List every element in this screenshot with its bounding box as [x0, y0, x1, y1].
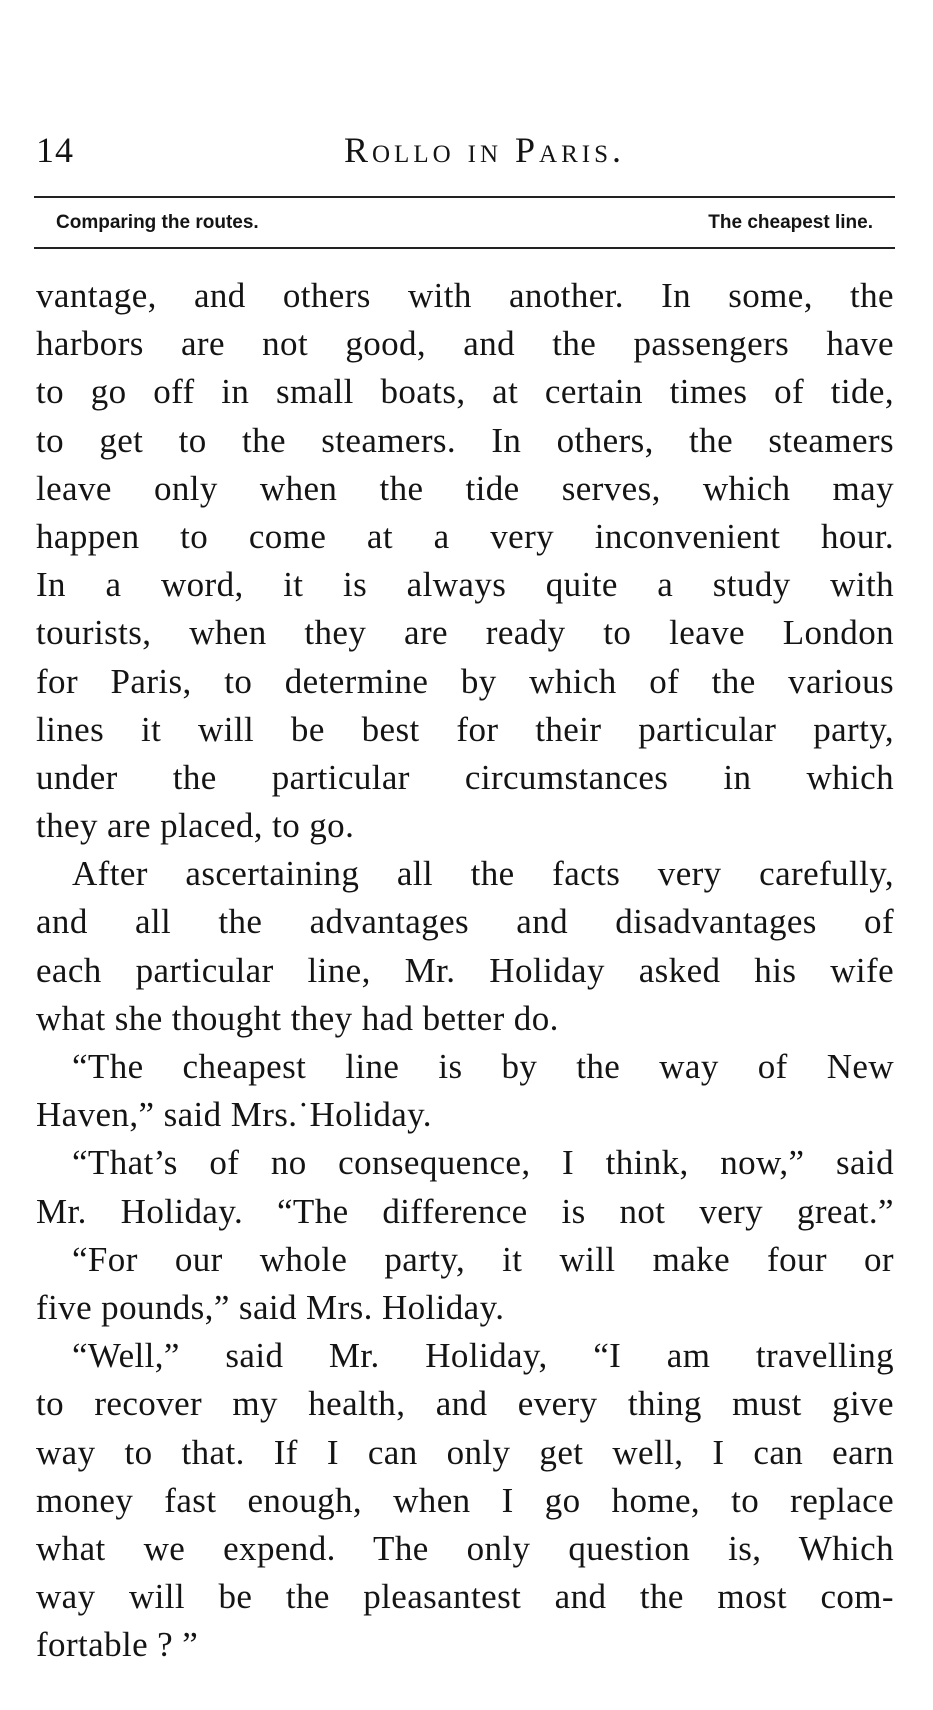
right-subhead: The cheapest line. [708, 212, 873, 233]
left-subhead: Comparing the routes. [56, 212, 259, 233]
text-line: lines it will be best for their particular party, [36, 709, 894, 749]
text-line: five pounds,” said Mrs. Holiday. [36, 1287, 505, 1327]
text-line: what we expend. The only question is, Which [36, 1528, 894, 1568]
text-line: In a word, it is always quite a study with [36, 565, 894, 605]
page-header [36, 128, 893, 172]
text-line: way will be the pleasantest and the most com- [36, 1577, 894, 1617]
text-line: each particular line, Mr. Holiday asked his wife [36, 950, 894, 990]
text-line: under the particular circumstances in which [36, 757, 894, 797]
text-line: for Paris, to determine by which of the various [36, 661, 894, 701]
text-line: vantage, and others with another. In some, the [36, 276, 894, 315]
text-line: to recover my health, and every thing must give [36, 1384, 894, 1424]
text-line: fortable ? ” [36, 1625, 199, 1665]
text-line: tourists, when they are ready to leave London [36, 613, 894, 653]
header-rule-top [34, 196, 895, 198]
text-line: “For our whole party, it will make four or [72, 1239, 894, 1279]
text-line: happen to come at a very inconvenient hour. [36, 516, 894, 556]
text-line: “That’s of no consequence, I think, now,” said [72, 1143, 894, 1183]
text-line: money fast enough, when I go home, to replace [36, 1480, 894, 1520]
header-rule-bottom [34, 247, 895, 249]
text-line: Haven,” said Mrs.˙Holiday. [36, 1095, 432, 1135]
text-line: “The cheapest line is by the way of New [72, 1047, 894, 1086]
text-line: leave only when the tide serves, which may [36, 468, 894, 508]
running-title: Rollo in Paris. [343, 130, 626, 170]
text-line: way to that. If I can only get well, I can earn [36, 1432, 894, 1472]
text-line: After ascertaining all the facts very carefully, [72, 854, 894, 894]
text-line: and all the advantages and disadvantages of [36, 902, 894, 942]
text-line: “Well,” said Mr. Holiday, “I am travelling [72, 1336, 894, 1376]
marginal-subheads [56, 208, 873, 238]
body-text [36, 272, 894, 1669]
text-line: they are placed, to go. [36, 806, 355, 846]
text-line: harbors are not good, and the passengers have [36, 324, 894, 364]
page-number: 14 [36, 130, 74, 170]
text-line: what she thought they had better do. [36, 998, 559, 1038]
text-line: Mr. Holiday. “The difference is not very great.” [36, 1191, 894, 1231]
text-line: to go off in small boats, at certain times of tide, [36, 372, 894, 412]
text-line: to get to the steamers. In others, the steamers [36, 420, 894, 460]
